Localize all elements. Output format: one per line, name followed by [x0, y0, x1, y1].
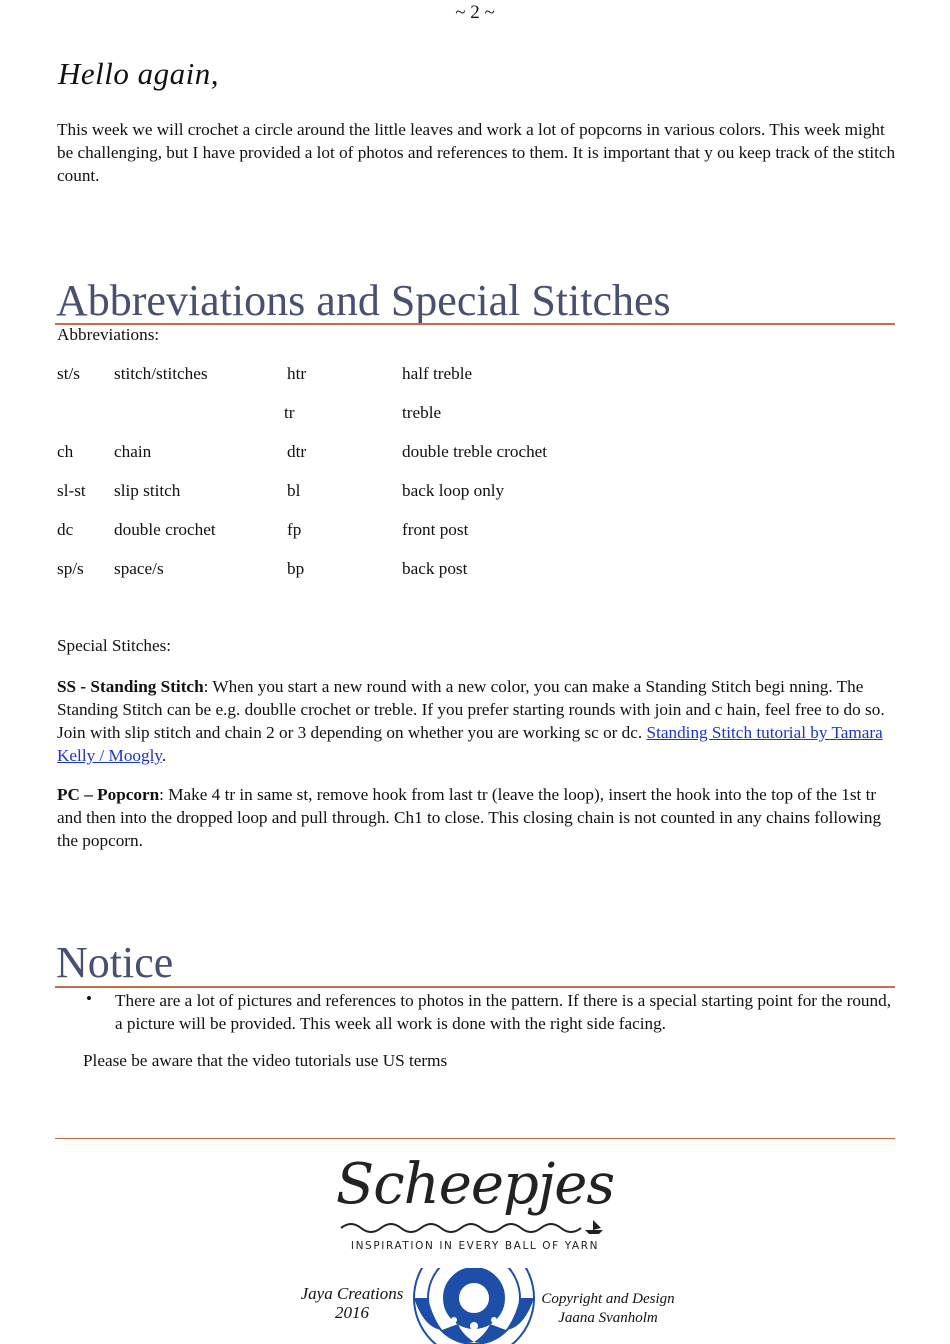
notice-bullet-text: There are a lot of pictures and references to photos in the pattern. If there is a special starting point for the round, a picture will be provided. This week all work is done with the right side facing. [115, 991, 892, 1033]
abbr-cell: back loop only [402, 481, 505, 500]
standing-stitch-tutorial-link[interactable]: Standing Stitch tutorial by Tamara Kelly / Moogly [57, 723, 883, 765]
scheepjes-logo [325, 1152, 625, 1262]
jaya-creations-year: 2016 [335, 1303, 369, 1322]
popcorn-paragraph [57, 783, 897, 852]
abbr-cell: treble [402, 403, 442, 422]
notice-note: Please be aware that the video tutorials use US terms [83, 1051, 448, 1070]
abbr-cell: slip stitch [114, 481, 181, 500]
standing-stitch-term: SS - Standing Stitch [57, 677, 204, 696]
abbr-cell: bl [287, 481, 301, 500]
copyright-text [538, 1290, 678, 1328]
mandala-icon [402, 1268, 546, 1344]
page-number: ~ 2 ~ [455, 2, 495, 23]
abbreviations-heading: Abbreviations and Special Stitches [56, 276, 671, 325]
heading-rule [55, 986, 895, 988]
intro-paragraph: This week we will crochet a circle around the little leaves and work a lot of popcorns in various colors. This week might be challenging, but I have provided a lot of photos and references to them. It is important that y ou keep track of the stitch count. [57, 120, 896, 185]
abbr-cell: sp/s [57, 559, 84, 578]
abbr-cell: ch [57, 442, 74, 461]
standing-stitch-paragraph [57, 675, 897, 767]
greeting: Hello again, [58, 56, 219, 91]
heading-rule [55, 323, 895, 325]
jaya-creations-name: Jaya Creations [300, 1284, 404, 1303]
bullet-icon: • [86, 989, 92, 1008]
abbr-cell: half treble [402, 364, 473, 383]
popcorn-term: PC – Popcorn [57, 785, 160, 804]
abbr-cell: stitch/stitches [114, 364, 208, 383]
abbr-cell: bp [287, 559, 305, 578]
copyright-line: Copyright and Design [541, 1291, 675, 1307]
abbr-cell: htr [287, 364, 307, 383]
footer-rule [55, 1138, 895, 1139]
link-period: . [161, 746, 167, 765]
abbr-cell: front post [402, 520, 469, 539]
jaya-creations-text [292, 1284, 412, 1322]
abbr-cell: tr [284, 403, 295, 422]
popcorn-text: : Make 4 tr in same st, remove hook from last tr (leave the loop), insert the hook into the top of the 1st tr and then into the dropped loop and pull through. Ch1 to close. This closing chain is not counted in any chains following the popcorn. [57, 785, 882, 850]
abbr-cell: chain [114, 442, 152, 461]
abbr-cell: dc [57, 520, 74, 539]
special-stitches-subheading: Special Stitches: [57, 636, 172, 655]
abbreviations-subheading: Abbreviations: [57, 325, 160, 344]
abbr-cell: dtr [287, 442, 307, 461]
abbr-cell: st/s [57, 364, 80, 383]
abbr-cell: space/s [114, 559, 164, 578]
abbr-cell: fp [287, 520, 302, 539]
abbr-cell: double treble crochet [402, 442, 548, 461]
abbr-cell: sl-st [57, 481, 86, 500]
logo-tagline: INSPIRATION IN EVERY BALL OF YARN [350, 1240, 600, 1252]
abbr-cell: double crochet [114, 520, 216, 539]
abbr-cell: back post [402, 559, 468, 578]
designer-name: Jaana Svanholm [558, 1310, 658, 1326]
standing-stitch-text: : When you start a new round with a new color, you can make a Standing Stitch begi nning. The Standing Stitch can be e.g. doublle crochet or treble. If you prefer starting rounds with join and c hain, feel free to do so. Join with slip stitch and chain 2 or 3 depending on whether you are working sc or dc. [57, 677, 885, 742]
logo-brand: Scheepjes [335, 1152, 615, 1217]
notice-heading: Notice [56, 938, 174, 987]
wave-icon [339, 1218, 609, 1236]
